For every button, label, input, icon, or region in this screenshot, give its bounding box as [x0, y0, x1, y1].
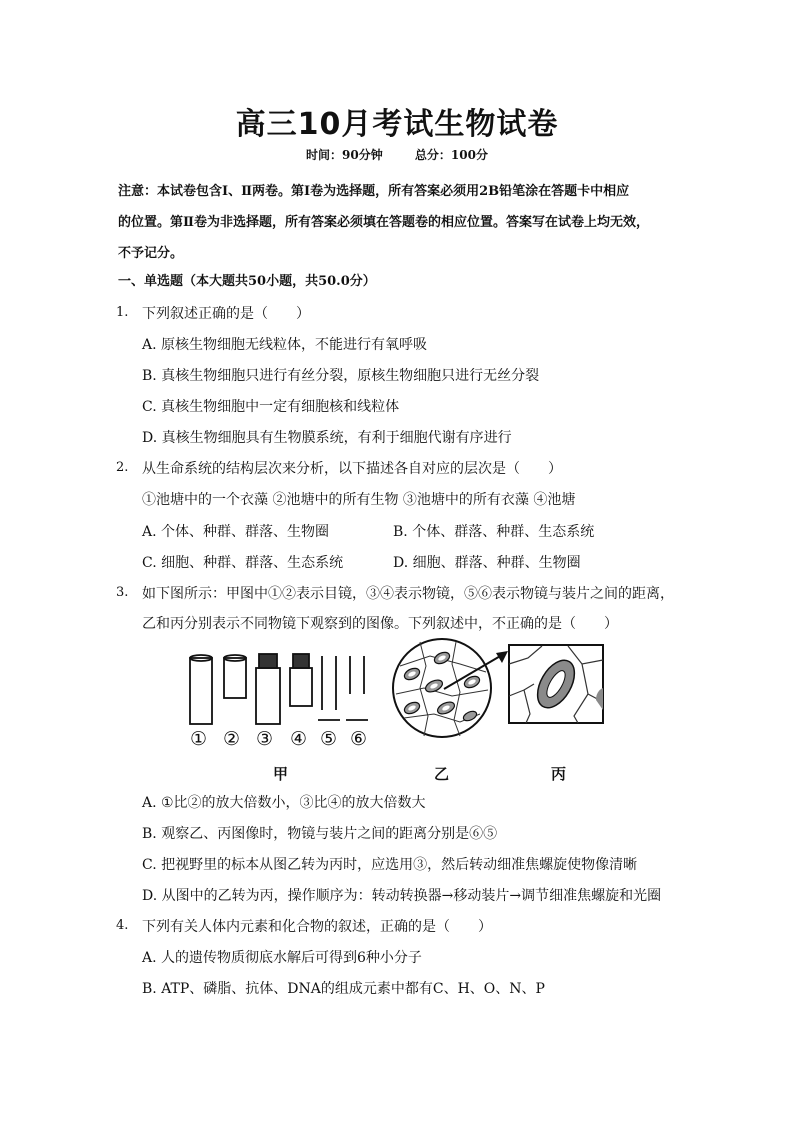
option-c: C. 把视野里的标本从图乙转为丙时，应选用③，然后转动细准焦螺旋使物像清晰 — [142, 857, 638, 873]
panel-label-jia: 甲 — [273, 765, 289, 783]
panel-label-yi: 乙 — [434, 765, 450, 783]
exam-info — [0, 146, 794, 163]
option-c: C. 细胞、种群、群落、生态系统 — [142, 555, 344, 571]
option-a: A. ①比②的放大倍数小，③比④的放大倍数大 — [142, 795, 426, 811]
option-c: C. 真核生物细胞中一定有细胞核和线粒体 — [142, 399, 400, 415]
notice-line-3: 不予记分。 — [118, 246, 184, 261]
section-heading: 一、单选题（本大题共50小题，共50.0分） — [118, 274, 376, 289]
option-b: B. ATP、磷脂、抗体、DNA的组成元素中都有C、H、O、N、P — [142, 981, 545, 997]
question-text: 如下图所示：甲图中①②表示目镜，③④表示物镜，⑤⑥表示物镜与装片之间的距离， — [142, 586, 674, 602]
lens-label-5: ⑤ — [320, 728, 338, 750]
lens-label-3: ③ — [256, 728, 274, 750]
question-number: 2. — [116, 460, 129, 475]
option-d: D. 细胞、群落、种群、生物圈 — [393, 555, 581, 571]
arrow-icon — [440, 645, 512, 695]
question-number: 1. — [116, 305, 129, 320]
figure-high-magnification-view — [508, 644, 604, 724]
lens-label-4: ④ — [290, 728, 308, 750]
eyepiece-long-icon — [190, 658, 212, 724]
notice-line-1: 注意：本试卷包含Ⅰ、Ⅱ两卷。第Ⅰ卷为选择题，所有答案必须用2B铅笔涂在答题卡中相应 — [118, 184, 630, 199]
question-number: 3. — [116, 585, 129, 600]
panel-label-bing: 丙 — [551, 765, 567, 783]
option-a: A. 人的遗传物质彻底水解后可得到6种小分子 — [142, 950, 422, 966]
exam-time: 时间：90分钟 — [306, 148, 383, 162]
question-text: 下列叙述正确的是（ ） — [142, 306, 310, 322]
eyepiece-short-icon — [224, 658, 246, 698]
notice-line-2: 的位置。第Ⅱ卷为非选择题，所有答案必须填在答题卷的相应位置。答案写在试卷上均无效， — [118, 215, 649, 230]
option-b: B. 个体、群落、种群、生态系统 — [393, 524, 595, 540]
question-text: 从生命系统的结构层次来分析，以下描述各自对应的层次是（ ） — [142, 461, 562, 477]
option-a: A. 个体、种群、群落、生物圈 — [142, 524, 330, 540]
lens-label-1: ① — [190, 728, 208, 750]
lens-label-2: ② — [223, 728, 241, 750]
page-title: 高三10月考试生物试卷 — [235, 107, 559, 142]
option-d: D. 真核生物细胞具有生物膜系统，有利于细胞代谢有序进行 — [142, 430, 512, 446]
option-a: A. 原核生物细胞无线粒体，不能进行有氧呼吸 — [142, 337, 428, 353]
lens-label-6: ⑥ — [350, 728, 368, 750]
option-d: D. 从图中的乙转为丙，操作顺序为：转动转换器→移动装片→调节细准焦螺旋和光圈 — [142, 888, 662, 904]
question-extra-line: ①池塘中的一个衣藻 ②池塘中的所有生物 ③池塘中的所有衣藻 ④池塘 — [142, 492, 576, 508]
option-b: B. 真核生物细胞只进行有丝分裂，原核生物细胞只进行无丝分裂 — [142, 368, 540, 384]
objective-short-icon — [290, 668, 312, 706]
question-text-line-2: 乙和丙分别表示不同物镜下观察到的图像。下列叙述中，不正确的是（ ） — [142, 616, 618, 632]
exam-total-score: 总分：100分 — [414, 148, 488, 162]
option-b: B. 观察乙、丙图像时，物镜与装片之间的距离分别是⑥⑤ — [142, 826, 498, 842]
objective-long-icon — [256, 668, 280, 724]
question-text: 下列有关人体内元素和化合物的叙述，正确的是（ ） — [142, 919, 492, 935]
question-number: 4. — [116, 918, 129, 933]
